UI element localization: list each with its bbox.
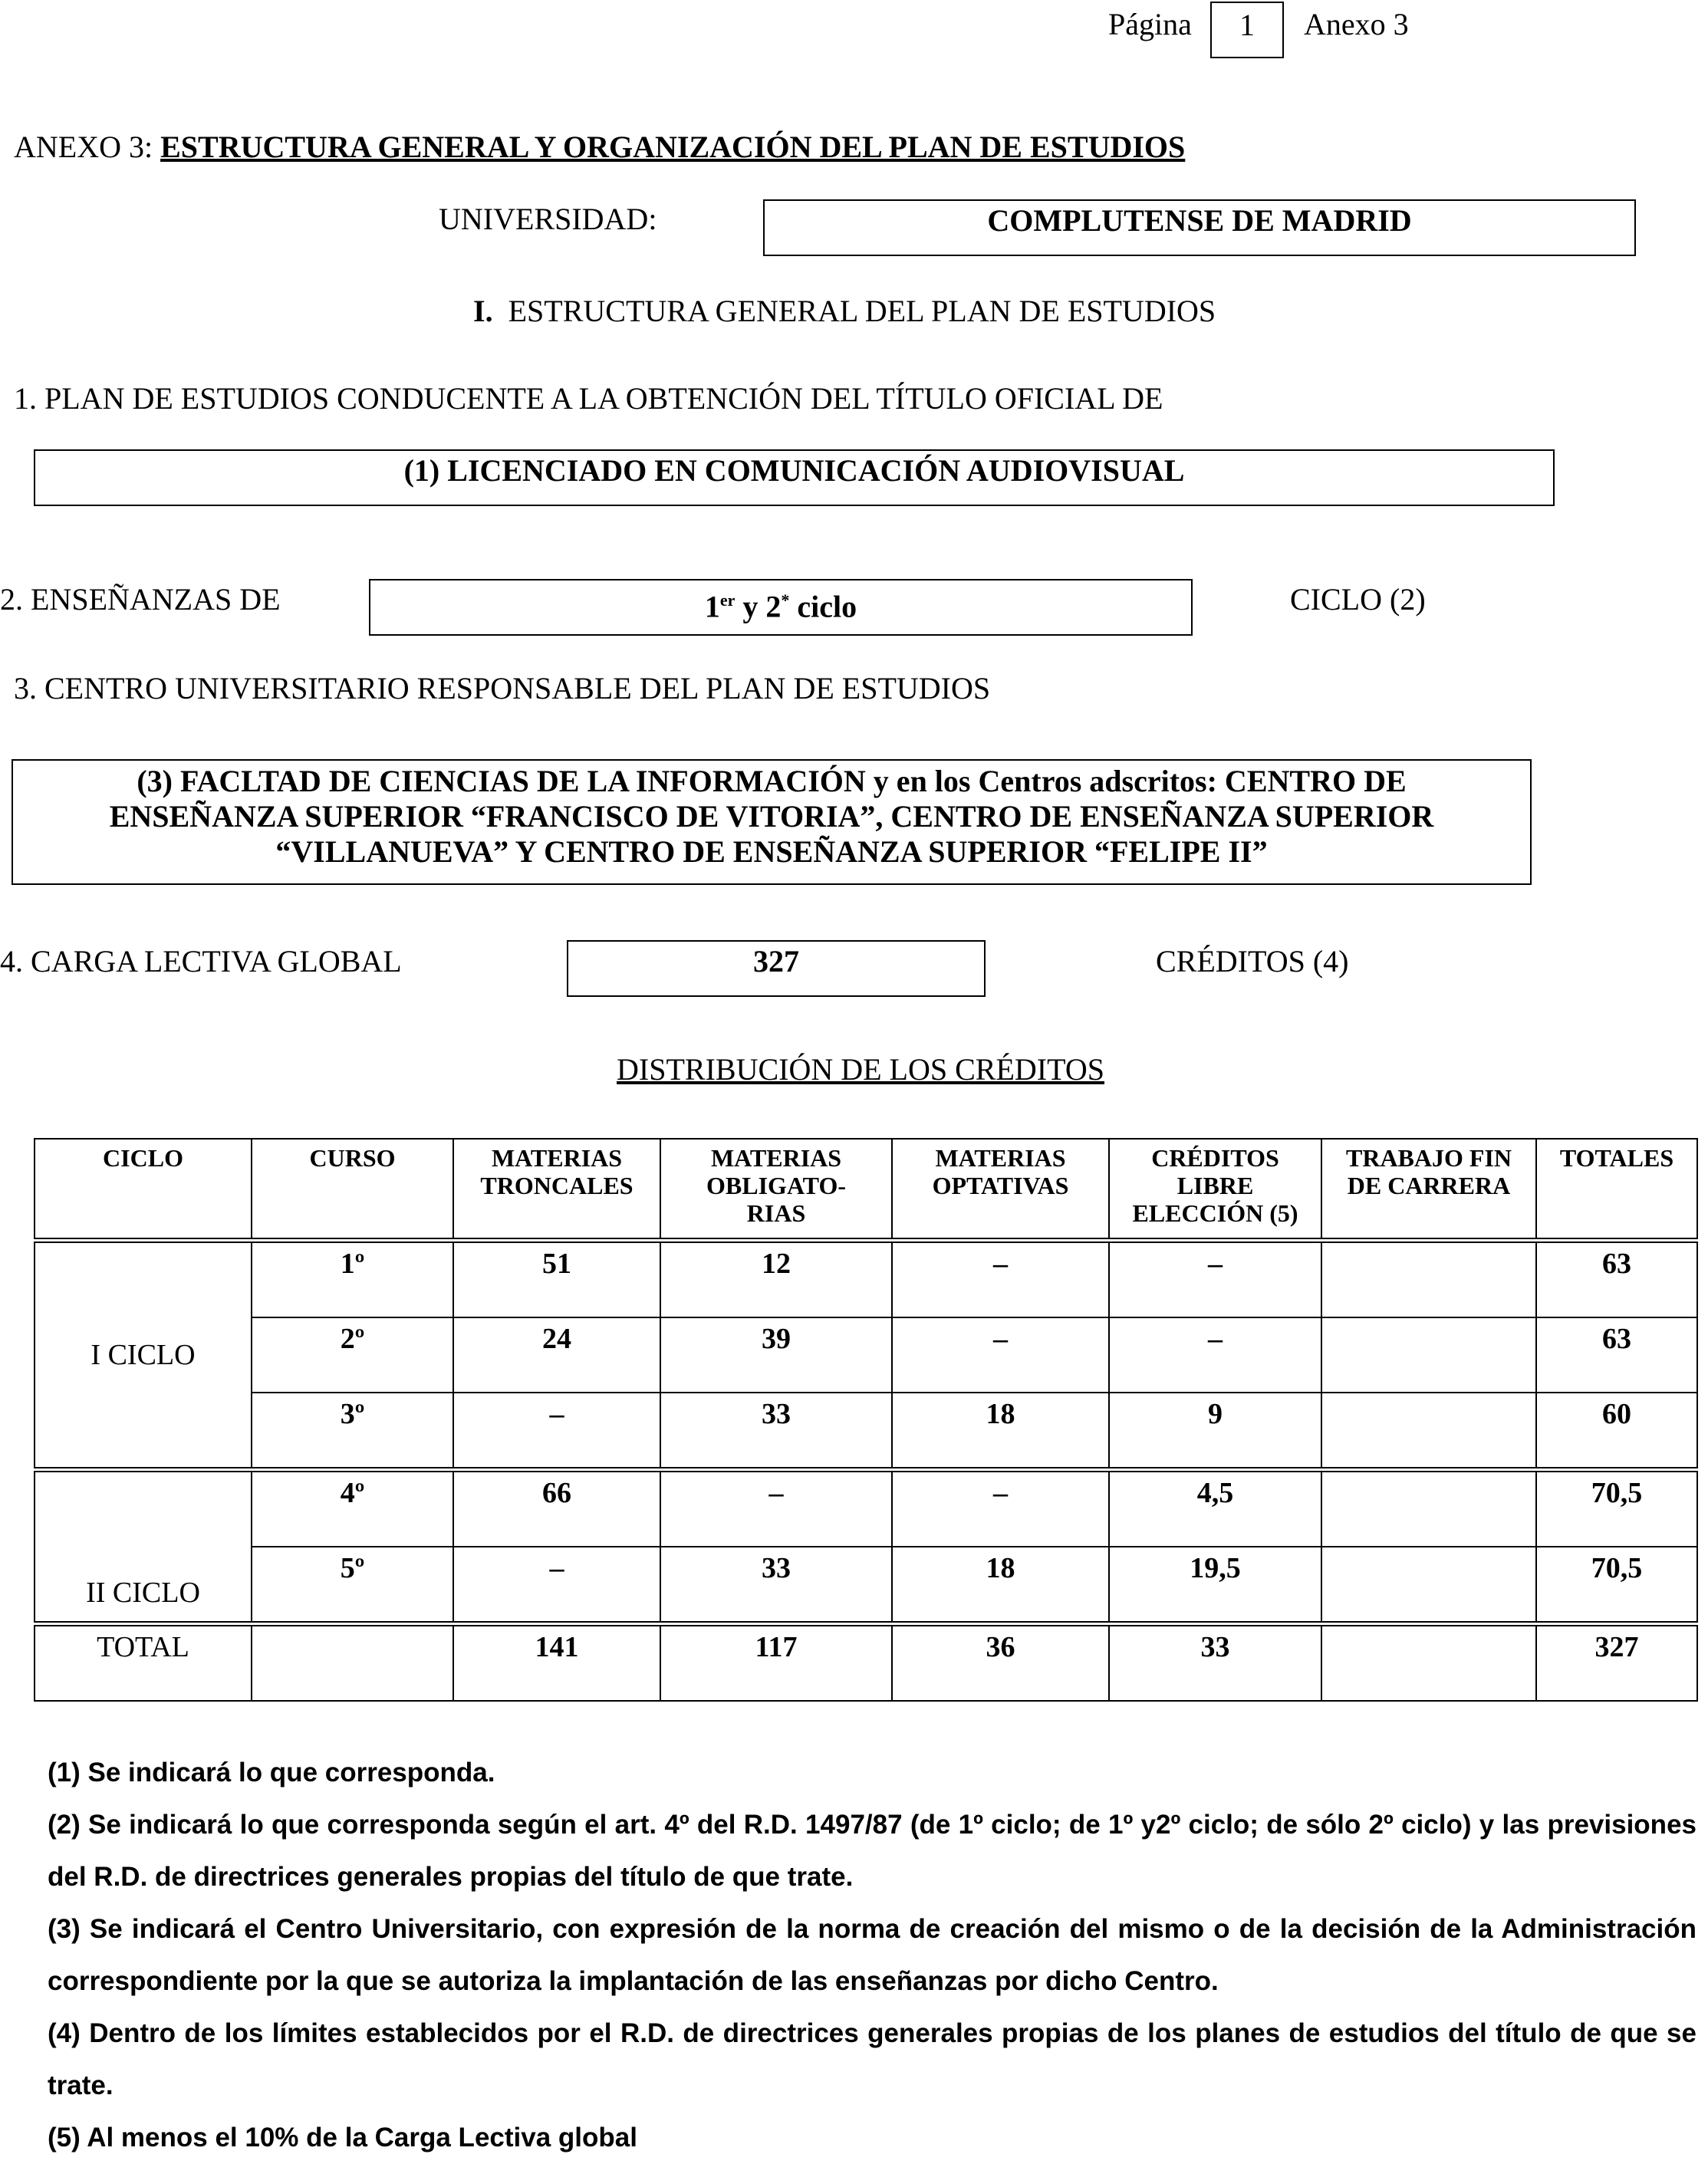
cell-trabajo <box>1321 1240 1536 1317</box>
item2-label: 2. ENSEÑANZAS DE <box>0 582 281 617</box>
cell-obligatorias: 39 <box>660 1317 892 1393</box>
cell-libre: 4,5 <box>1109 1469 1321 1547</box>
table-row <box>35 1393 1697 1470</box>
document-title <box>14 129 1185 165</box>
cell-obligatorias: 33 <box>660 1547 892 1624</box>
page-number: 1 <box>1210 2 1284 58</box>
credits-value: 327 <box>567 940 986 997</box>
cell-trabajo <box>1321 1547 1536 1624</box>
item1-label: 1. PLAN DE ESTUDIOS CONDUCENTE A LA OBTENCIÓN DEL TÍTULO OFICIAL DE <box>14 381 1163 416</box>
cell-optativas: – <box>892 1240 1109 1317</box>
header-curso: CURSO <box>252 1139 453 1240</box>
section-i-heading <box>473 293 1216 329</box>
university-value: COMPLUTENSE DE MADRID <box>763 199 1636 256</box>
university-label: UNIVERSIDAD: <box>439 202 657 236</box>
center-box <box>12 759 1532 885</box>
cell-curso: 5º <box>252 1547 453 1624</box>
total-troncales: 141 <box>453 1623 660 1701</box>
total-totales: 327 <box>1536 1623 1697 1701</box>
total-label: TOTAL <box>35 1623 252 1701</box>
footnote-1: (1) Se indicará lo que corresponda. <box>48 1758 495 1787</box>
cycle-value-a: 1 <box>704 589 720 624</box>
total-obligatorias: 117 <box>660 1623 892 1701</box>
annex-label: Anexo 3 <box>1304 7 1409 41</box>
cell-curso: 2º <box>252 1317 453 1393</box>
title-prefix: ANEXO 3: <box>14 130 161 164</box>
cell-trabajo <box>1321 1469 1536 1547</box>
header-libre-eleccion: CRÉDITOS LIBRE ELECCIÓN (5) <box>1109 1139 1321 1240</box>
cell-totales: 70,5 <box>1536 1469 1697 1547</box>
cell-obligatorias: – <box>660 1469 892 1547</box>
cell-optativas: 18 <box>892 1393 1109 1470</box>
total-curso <box>252 1623 453 1701</box>
footnote-3: (3) Se indicará el Centro Universitario, con expresión de la norma de creación del mismo o de la decisión de la Administración correspondiente por la que se autoriza la implantación de las enseñanzas por dicho Centro. <box>48 1914 1696 1996</box>
ciclo-2-label: II CICLO <box>35 1469 252 1623</box>
ciclo-1-label: I CICLO <box>35 1240 252 1469</box>
table-row <box>35 1317 1697 1393</box>
cell-trabajo <box>1321 1317 1536 1393</box>
title-text: ESTRUCTURA GENERAL Y ORGANIZACIÓN DEL PLAN DE ESTUDIOS <box>160 130 1186 164</box>
cycle-sup-b: * <box>781 590 790 610</box>
cell-libre: – <box>1109 1317 1321 1393</box>
section-i-text: ESTRUCTURA GENERAL DEL PLAN DE ESTUDIOS <box>508 294 1216 328</box>
item4-suffix: CRÉDITOS (4) <box>1156 944 1349 978</box>
table-row <box>35 1469 1697 1547</box>
header-trabajo-fin: TRABAJO FIN DE CARRERA <box>1321 1139 1536 1240</box>
cell-obligatorias: 33 <box>660 1393 892 1470</box>
cell-libre: 19,5 <box>1109 1547 1321 1624</box>
cell-totales: 63 <box>1536 1317 1697 1393</box>
header-obligatorias: MATERIAS OBLIGATO- RIAS <box>660 1139 892 1240</box>
footnote-5: (5) Al menos el 10% de la Carga Lectiva global <box>48 2123 637 2152</box>
cycle-value-b: ciclo <box>789 589 857 624</box>
footnote-4: (4) Dentro de los límites establecidos por el R.D. de directrices generales propias de los planes de estudios del título de que se trate. <box>48 2018 1696 2100</box>
cell-troncales: 24 <box>453 1317 660 1393</box>
center-line-3: “VILLANUEVA” Y CENTRO DE ENSEÑANZA SUPERIOR “FELIPE II” <box>275 834 1268 869</box>
cell-optativas: – <box>892 1469 1109 1547</box>
table-total-row <box>35 1623 1697 1701</box>
cell-trabajo <box>1321 1393 1536 1470</box>
item3-label: 3. CENTRO UNIVERSITARIO RESPONSABLE DEL PLAN DE ESTUDIOS <box>14 671 991 705</box>
item2-suffix: CICLO (2) <box>1290 582 1426 617</box>
header-optativas: MATERIAS OPTATIVAS <box>892 1139 1109 1240</box>
page-label: Página <box>1108 7 1192 41</box>
item4-label: 4. CARGA LECTIVA GLOBAL <box>0 944 402 978</box>
footnote-2: (2) Se indicará lo que corresponda según el art. 4º del R.D. 1497/87 (de 1º ciclo; de 1º y2º ciclo; de sólo 2º ciclo) y las previsiones del R.D. de directrices generales propias del título de que trate. <box>48 1810 1696 1892</box>
cell-totales: 63 <box>1536 1240 1697 1317</box>
cycle-sup-a: er <box>719 590 736 610</box>
cell-optativas: – <box>892 1317 1109 1393</box>
cell-troncales: – <box>453 1547 660 1624</box>
table-row <box>35 1547 1697 1624</box>
cell-obligatorias: 12 <box>660 1240 892 1317</box>
header-troncales: MATERIAS TRONCALES <box>453 1139 660 1240</box>
degree-title: (1) LICENCIADO EN COMUNICACIÓN AUDIOVISUAL <box>34 449 1555 506</box>
distribution-title: DISTRIBUCIÓN DE LOS CRÉDITOS <box>617 1052 1104 1087</box>
cycle-value-mid: y 2 <box>735 589 782 624</box>
cell-troncales: 51 <box>453 1240 660 1317</box>
header-ciclo: CICLO <box>35 1139 252 1240</box>
total-trabajo <box>1321 1623 1536 1701</box>
cell-libre: 9 <box>1109 1393 1321 1470</box>
total-libre: 33 <box>1109 1623 1321 1701</box>
header-totales: TOTALES <box>1536 1139 1697 1240</box>
cell-troncales: – <box>453 1393 660 1470</box>
section-i-number: I. <box>473 294 493 328</box>
cell-libre: – <box>1109 1240 1321 1317</box>
total-optativas: 36 <box>892 1623 1109 1701</box>
cell-troncales: 66 <box>453 1469 660 1547</box>
cycle-value <box>369 579 1193 636</box>
table-header-row <box>35 1139 1697 1240</box>
cell-curso: 4º <box>252 1469 453 1547</box>
cell-totales: 60 <box>1536 1393 1697 1470</box>
cell-totales: 70,5 <box>1536 1547 1697 1624</box>
cell-curso: 3º <box>252 1393 453 1470</box>
table-row <box>35 1240 1697 1317</box>
center-line-2: ENSEÑANZA SUPERIOR “FRANCISCO DE VITORIA”, CENTRO DE ENSEÑANZA SUPERIOR <box>109 799 1434 834</box>
credits-table <box>34 1138 1698 1702</box>
cell-curso: 1º <box>252 1240 453 1317</box>
cell-optativas: 18 <box>892 1547 1109 1624</box>
center-line-1: (3) FACLTAD DE CIENCIAS DE LA INFORMACIÓN y en los Centros adscritos: CENTRO DE <box>137 764 1407 798</box>
